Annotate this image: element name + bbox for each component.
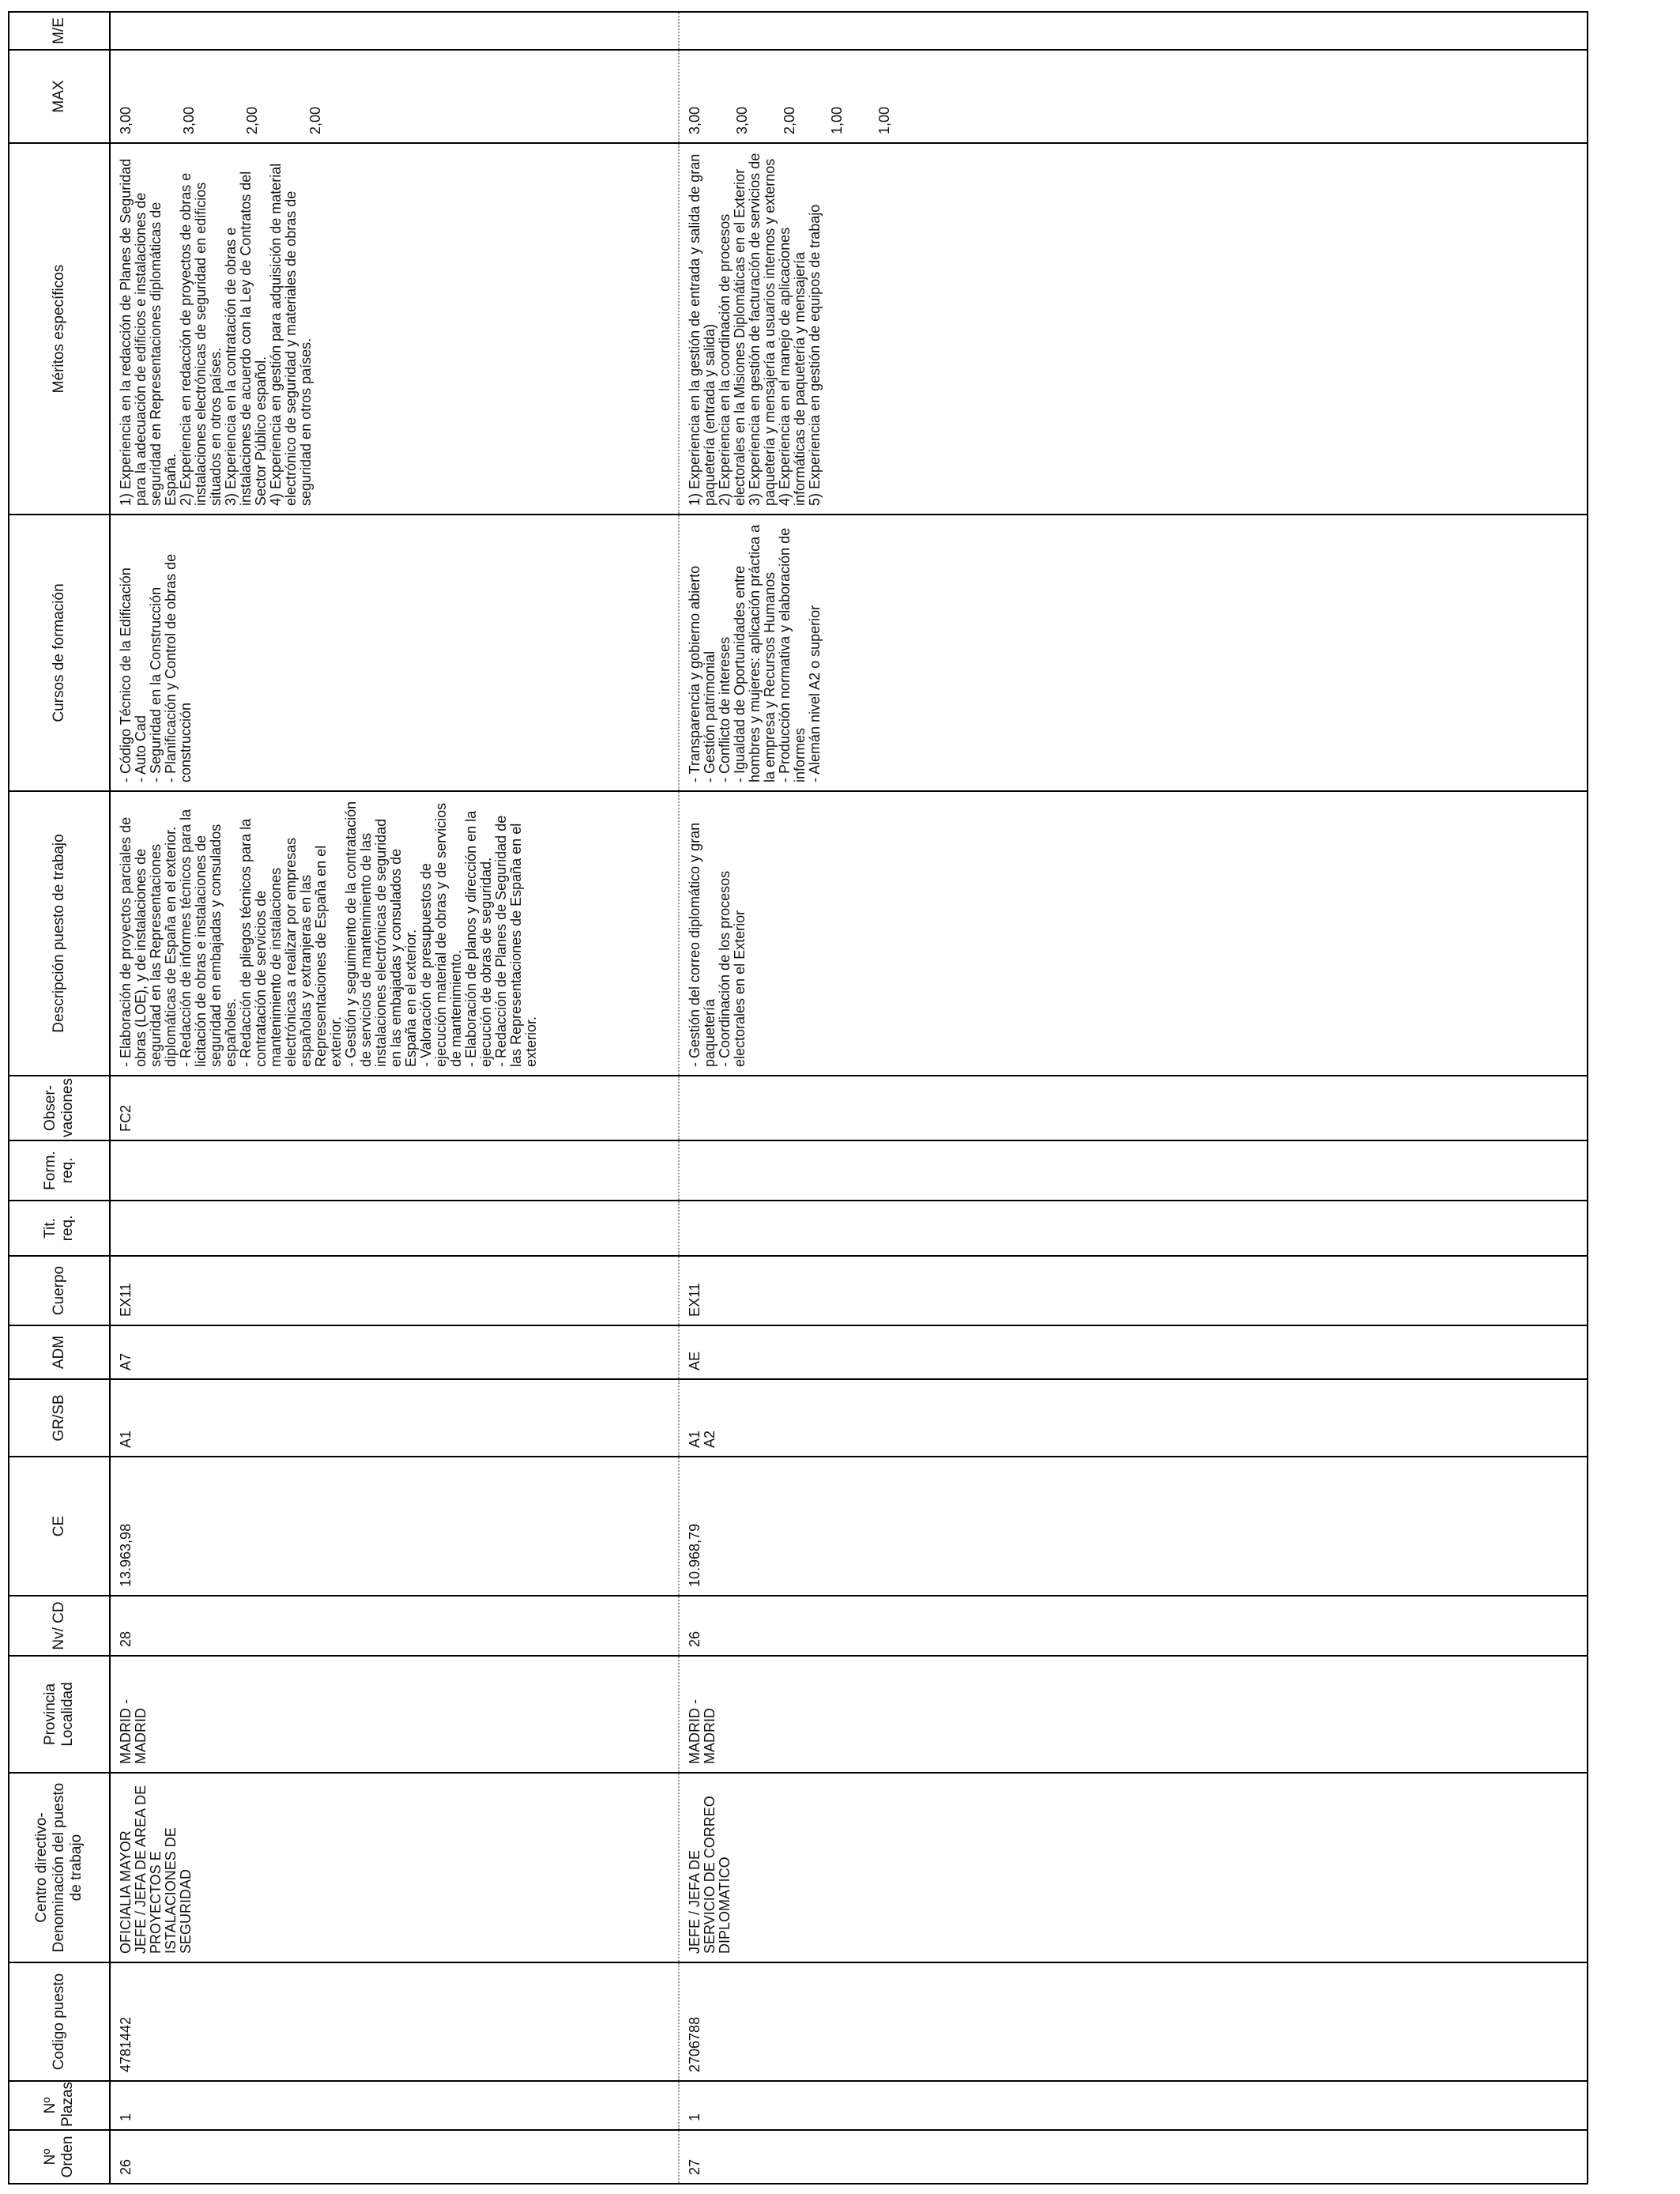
header-nivel: Nv/ CD <box>9 1596 110 1656</box>
table-row <box>679 12 1588 2184</box>
grsb-cell <box>679 1379 1588 1457</box>
max-value: 3,00 <box>181 106 197 134</box>
max-value: 3,00 <box>687 106 703 134</box>
orden-cell: 27 <box>679 2130 1588 2184</box>
centro-line: JEFE / JEFA DE SERVICIO DE CORREO DIPLOMATICO <box>687 1796 733 1954</box>
adm-cell: AE <box>679 1325 1588 1379</box>
merito-line: 5) Experiencia en gestión de equipos de trabajo <box>807 204 823 506</box>
nivel-cell: 28 <box>110 1596 679 1656</box>
header-max: MAX <box>9 50 110 143</box>
cuerpo-cell: EX11 <box>679 1256 1588 1325</box>
curso-line: - Seguridad en la Construcción <box>148 586 164 782</box>
centro-cell <box>679 1773 1588 1962</box>
table-row <box>110 12 679 2184</box>
header-me: M/E <box>9 12 110 50</box>
merito-line: 2) Experiencia en redacción de proyectos de obras e instalaciones electrónicas de seguridad en edificios situados en otros países. <box>178 172 224 506</box>
meritos-cell <box>110 143 679 515</box>
grsb-cell <box>110 1379 679 1457</box>
orden-cell: 26 <box>110 2130 679 2184</box>
header-grsb: GR/SB <box>9 1379 110 1457</box>
header-adm: ADM <box>9 1325 110 1379</box>
max-value: 1,00 <box>829 106 845 134</box>
header-tit: Tit. req. <box>9 1201 110 1256</box>
merito-line: 4) Experiencia en gestión para adquisición de material electrónico de seguridad y materiales de obras de seguridad en otros países. <box>268 163 314 506</box>
me-cell <box>679 12 1588 50</box>
tit-cell <box>110 1201 679 1256</box>
cuerpo-cell: EX11 <box>110 1256 679 1325</box>
merito-line: 3) Experiencia en gestión de facturación de servicios de paquetería y mensajería a usuarios internos y externos <box>747 153 778 506</box>
grsb-line: A1 <box>687 1430 703 1448</box>
form-cell <box>110 1140 679 1201</box>
plazas-cell: 1 <box>679 2081 1588 2130</box>
descripcion-cell <box>110 791 679 1076</box>
descripcion-cell <box>679 791 1588 1076</box>
curso-line: - Transparencia y gobierno abierto <box>687 565 703 782</box>
header-row <box>9 12 110 2184</box>
descripcion-line: - Redacción de informes técnicos para la licitación de obras e instalaciones de seguridad en embajadas y consulados españoles. <box>178 809 239 1067</box>
descripcion-line: - Coordinación de los procesos electorales en el Exterior <box>717 870 748 1067</box>
curso-line: - Conflicto de intereses <box>717 636 733 782</box>
ce-cell: 13.963,98 <box>110 1457 679 1596</box>
plazas-cell: 1 <box>110 2081 679 2130</box>
header-orden: Nº Orden <box>9 2130 110 2184</box>
curso-line: - Producción normativa y elaboración de informes <box>777 527 808 782</box>
header-provincia: Provincia Localidad <box>9 1656 110 1773</box>
merito-line: 3) Experiencia en la contratación de obras e instalaciones de acuerdo con la Ley de Contratos del Sector Público español. <box>223 171 269 506</box>
me-cell <box>110 12 679 50</box>
tit-cell <box>679 1201 1588 1256</box>
merito-line: 1) Experiencia en la redacción de Planes de Seguridad para la adecuación de edificios e instalaciones de seguridad en Representaciones diplomáticas de España. <box>118 158 179 506</box>
curso-line: - Auto Cad <box>133 714 149 782</box>
header-ce: CE <box>9 1457 110 1596</box>
centro-line: JEFE / JEFA DE AREA DE PROYECTOS E ISTALACIONES DE SEGURIDAD <box>133 1785 194 1954</box>
form-cell <box>679 1140 1588 1201</box>
max-value: 2,00 <box>307 106 323 134</box>
header-descripcion: Descripción puesto de trabajo <box>9 791 110 1076</box>
codigo-cell: 4781442 <box>110 1962 679 2081</box>
nivel-cell: 26 <box>679 1596 1588 1656</box>
centro-cell <box>110 1773 679 1962</box>
centro-line: OFICIALIA MAYOR <box>118 1830 134 1954</box>
obs-cell <box>679 1076 1588 1140</box>
max-cell <box>679 50 1588 143</box>
cursos-cell <box>110 515 679 791</box>
header-form: Form. req. <box>9 1140 110 1201</box>
meritos-cell <box>679 143 1588 515</box>
descripcion-line: - Valoración de presupuestos de ejecución material de obras y de servicios de mantenimiento. <box>418 802 464 1067</box>
merito-line: 2) Experiencia en la coordinación de procesos electorales en la Misiones Diplomáticas en el Exterior <box>717 168 748 506</box>
curso-line: - Alemán nivel A2 o superior <box>807 605 823 782</box>
max-value: 3,00 <box>118 106 134 134</box>
grsb-line: A1 <box>118 1430 134 1448</box>
job-positions-table <box>8 11 1588 2185</box>
curso-line: - Planificación y Control de obras de construcción <box>163 553 194 782</box>
grsb-line: A2 <box>702 1430 718 1448</box>
max-value: 1,00 <box>876 106 892 134</box>
max-value: 3,00 <box>734 106 750 134</box>
merito-line: 1) Experiencia en la gestión de entrada y salida de gran paquetería (entrada y salida) <box>687 153 718 506</box>
max-value: 2,00 <box>244 106 260 134</box>
header-meritos: Méritos específicos <box>9 143 110 515</box>
curso-line: - Igualdad de Oportunidades entre hombres y mujeres: aplicación práctica a la empresa y Recursos Humanos <box>732 524 778 782</box>
header-obs: Obser- vaciones <box>9 1076 110 1140</box>
provincia-cell: MADRID - MADRID <box>679 1656 1588 1773</box>
header-plazas: Nº Plazas <box>9 2081 110 2130</box>
provincia-cell: MADRID - MADRID <box>110 1656 679 1773</box>
descripcion-line: - Gestión del correo diplomático y gran paquetería <box>687 822 718 1067</box>
curso-line: - Gestión patrimonial <box>702 650 718 782</box>
descripcion-line: - Redacción de Planes de Seguridad de las Representaciones de España en el exterior. <box>493 815 539 1067</box>
descripcion-line: - Elaboración de proyectos parciales de obras (LOE), y de instalaciones de seguridad en las Representaciones diplomáticas de España en el exterior. <box>118 816 179 1067</box>
ce-cell: 10.968,79 <box>679 1457 1588 1596</box>
descripcion-line: - Redacción de pliegos técnicos para la contratación de servicios de mantenimiento de instalaciones electrónicas a realizar por empresas españolas y extranjeras en las Representaciones de España en el exterior. <box>238 818 344 1067</box>
codigo-cell: 2706788 <box>679 1962 1588 2081</box>
max-value: 2,00 <box>782 106 797 134</box>
curso-line: - Código Técnico de la Edificación <box>118 567 134 782</box>
obs-cell: FC2 <box>110 1076 679 1140</box>
adm-cell: A7 <box>110 1325 679 1379</box>
header-cuerpo: Cuerpo <box>9 1256 110 1325</box>
header-cursos: Cursos de formación <box>9 515 110 791</box>
cursos-cell <box>679 515 1588 791</box>
header-centro: Centro directivo- Denominación del puesto de trabajo <box>9 1773 110 1962</box>
max-cell <box>110 50 679 143</box>
descripcion-line: - Elaboración de planos y dirección en la ejecución de obras de seguridad. <box>463 810 494 1067</box>
merito-line: 4) Experiencia en el manejo de aplicaciones informáticas de paquetería y mensajería <box>777 227 808 506</box>
header-codigo: Codigo puesto <box>9 1962 110 2081</box>
descripcion-line: - Gestión y seguimiento de la contratación de servicios de mantenimiento de las instalaciones electrónicas de seguridad en las embajadas y consulados de España en el exterior. <box>343 801 419 1067</box>
